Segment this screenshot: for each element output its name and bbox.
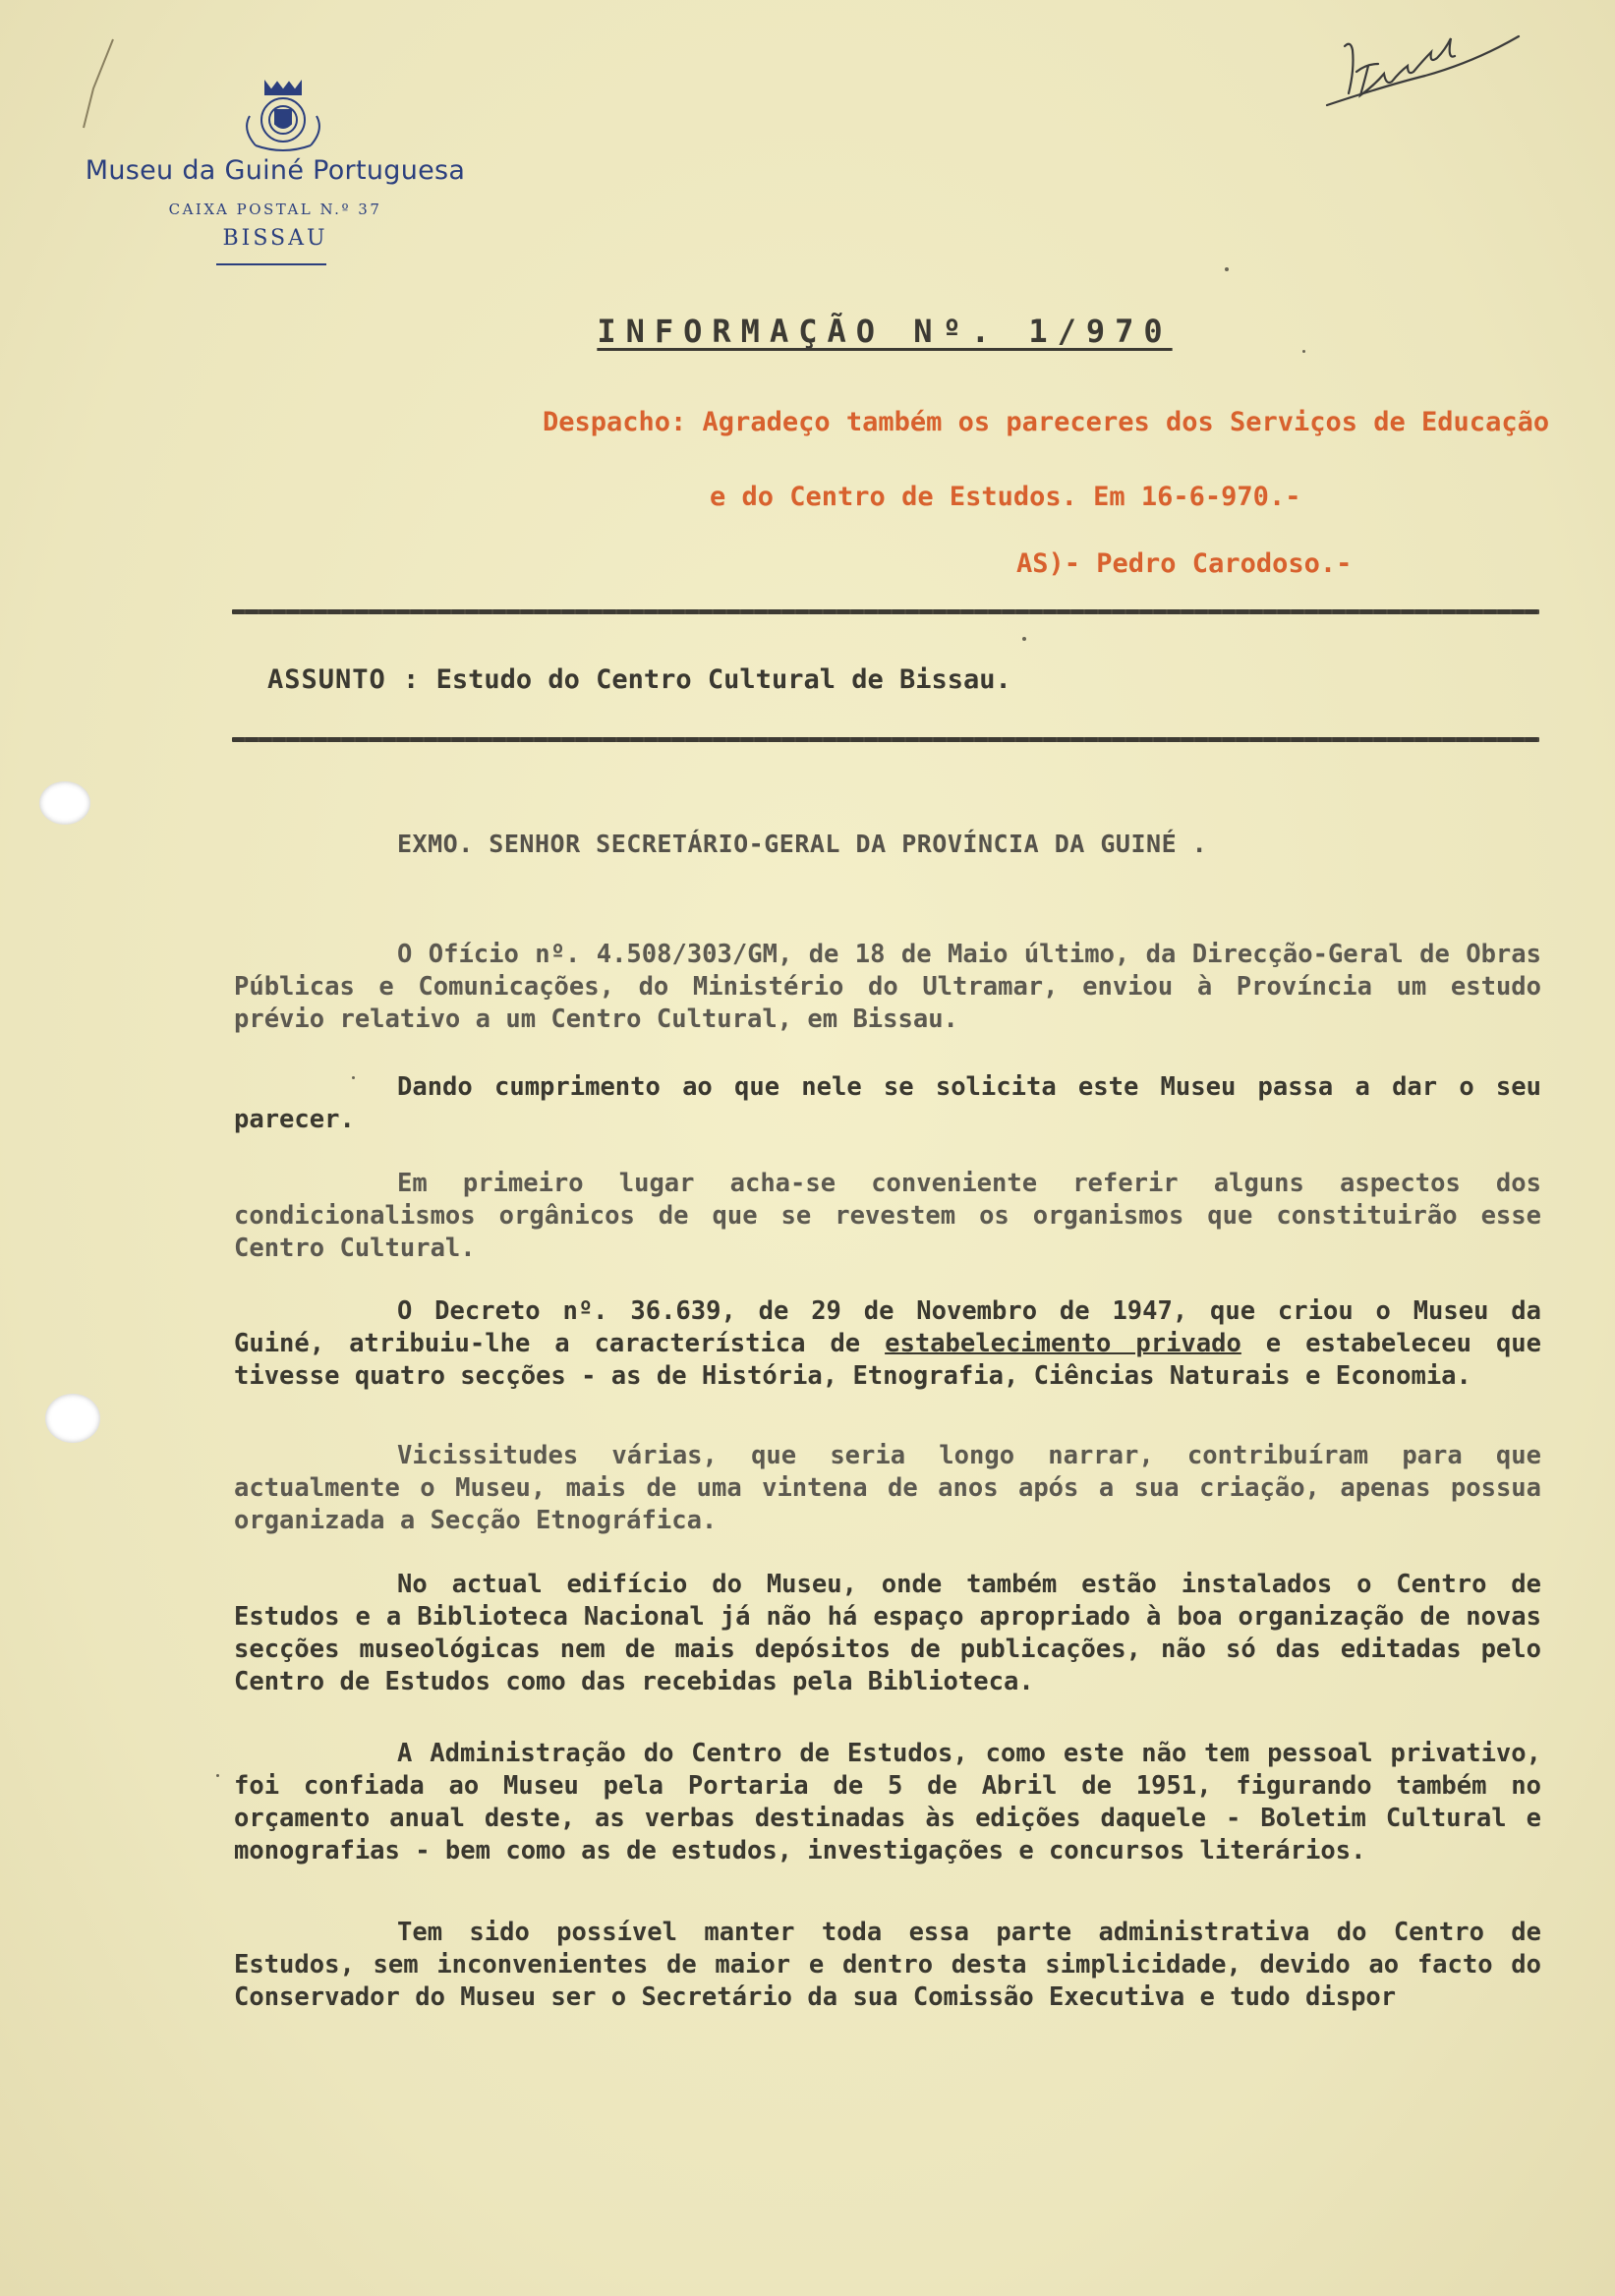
subject-label: ASSUNTO : (267, 664, 421, 695)
paragraph-7: A Administração do Centro de Estudos, como este não tem pessoal privativo, foi confiada ao Museu pela Portaria de 5 de Abril de 1951, figurando também no orçamento anual deste, as verbas destinadas às edições daquele - Boletim Cultural e monografias - bem como as de estudos, investigações e concursos literários. (234, 1739, 1541, 1866)
coat-of-arms-icon (236, 77, 330, 155)
museum-name: Museu da Guiné Portuguesa (85, 155, 466, 186)
speck (216, 1774, 219, 1777)
subject-text: Estudo do Centro Cultural de Bissau. (435, 664, 1011, 695)
punch-hole-bottom (45, 1394, 100, 1443)
subject-line (267, 664, 1011, 695)
speck (1302, 350, 1305, 353)
speck (1225, 267, 1229, 271)
rule-top (232, 609, 1539, 614)
paragraph-1: O Ofício nº. 4.508/303/GM, de 18 de Maio último, da Direcção-Geral de Obras Públicas e Comunicações, do Ministério do Ultramar, enviou à Província um estudo prévio relativo a um Centro Cultural, em Bissau. (234, 940, 1541, 1034)
postal-box: CAIXA POSTAL N.º 37 (168, 201, 382, 218)
punch-hole-top (39, 781, 90, 825)
paragraph-4 (234, 1295, 1541, 1393)
paragraph-3: Em primeiro lugar acha-se conveniente referir alguns aspectos dos condicionalismos orgânicos de que se revestem os organismos que constituirão esse Centro Cultural. (234, 1169, 1541, 1263)
paragraph-5: Vicissitudes várias, que seria longo narrar, contribuíram para que actualmente o Museu, mais de uma vintena de anos após a sua criação, apenas possua organizada a Secção Etnográfica. (234, 1441, 1541, 1535)
despacho-line-2: e do Centro de Estudos. Em 16-6-970.- (710, 482, 1301, 512)
addressee: EXMO. SENHOR SECRETÁRIO-GERAL DA PROVÍNCIA DA GUINÉ . (397, 830, 1208, 858)
handwritten-signature (1317, 25, 1533, 133)
paragraph-6: No actual edifício do Museu, onde também estão instalados o Centro de Estudos e a Biblioteca Nacional já não há espaço apropriado à boa organização de novas secções museológicas nem de mais depósitos de publicações, não só das editadas pelo Centro de Estudos como das recebidas pela Biblioteca. (234, 1570, 1541, 1696)
rule-bottom (232, 737, 1539, 742)
paragraph-4-underlined: estabelecimento privado (885, 1329, 1241, 1358)
city: BISSAU (222, 226, 328, 251)
paragraph-4-before: O Decreto nº. 36.639, de 29 de Novembro de 1947, que criou o Museu da Guiné, atribuiu-lhe a característica de (234, 1296, 1541, 1358)
speck (1022, 637, 1026, 641)
despacho-line-3: AS)- Pedro Carodoso.- (1016, 548, 1353, 579)
document-title: INFORMAÇÃO Nº. 1/970 (597, 313, 1173, 350)
pen-mark (54, 29, 133, 147)
letterhead-rule (216, 263, 326, 265)
speck (352, 1076, 355, 1079)
paragraph-4-after: e estabeleceu que tivesse quatro secções - as de História, Etnografia, Ciências Naturais e Economia. (234, 1329, 1542, 1391)
paragraph-2: Dando cumprimento ao que nele se solicita este Museu passa a dar o seu parecer. (234, 1072, 1541, 1134)
paragraph-8: Tem sido possível manter toda essa parte administrativa do Centro de Estudos, sem inconvenientes de maior e dentro desta simplicidade, devido ao facto do Conservador do Museu ser o Secretário da sua Comissão Executiva e tudo dispor (234, 1918, 1541, 2012)
despacho-line-1: Despacho: Agradeço também os pareceres dos Serviços de Educação (543, 407, 1550, 437)
